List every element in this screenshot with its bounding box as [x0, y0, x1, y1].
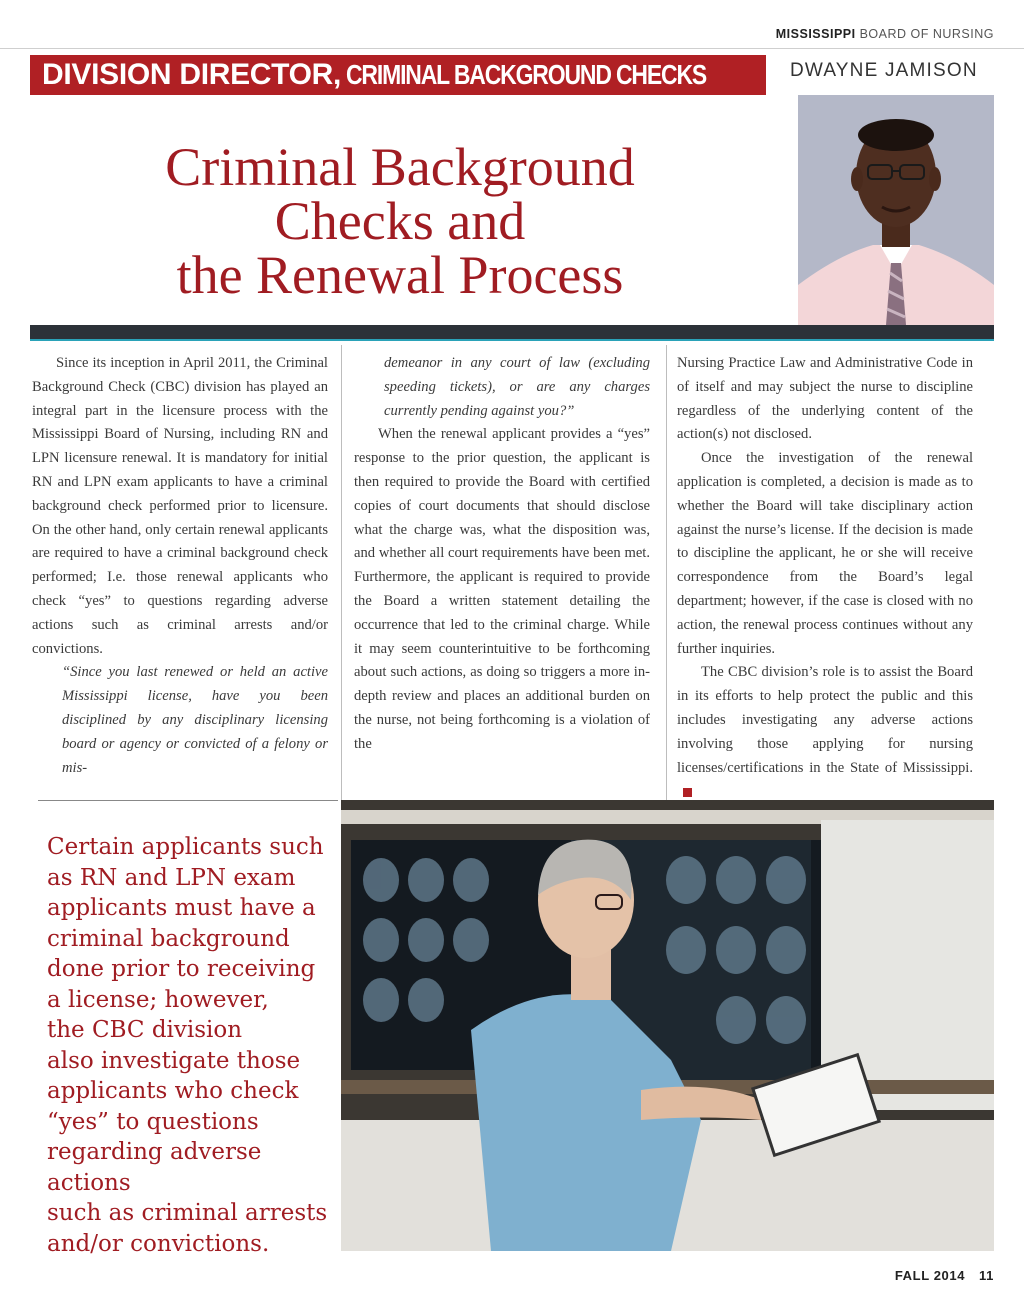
pull-quote-line: “yes” to questions [47, 1108, 259, 1135]
pull-quote [47, 832, 332, 1259]
pull-quote-line: criminal background [47, 925, 290, 952]
pull-quote-line: as RN and LPN exam [47, 864, 296, 891]
doctor-photo [341, 800, 994, 1251]
article-column-2 [354, 352, 650, 757]
section-title-sub: CRIMINAL BACKGROUND CHECKS [345, 59, 706, 90]
issue-label: FALL 2014 [894, 1268, 966, 1283]
article-paragraph-text: The CBC division’s role is to assist the Board in its efforts to help protect the public and this includes investigating any adverse actions involving those applying for nursing licenses/certifications in the State of Mississippi. [677, 664, 973, 776]
divider-band [30, 325, 994, 339]
end-mark-icon [683, 788, 692, 797]
pull-quote-line: Certain applicants such [47, 834, 324, 860]
article-column-3 [677, 352, 973, 804]
article-paragraph [677, 661, 973, 804]
section-banner [30, 55, 766, 95]
article-title [100, 137, 700, 305]
article-title-line: Checks and [274, 191, 526, 251]
article-quote: demeanor in any court of law (excluding speeding tickets), or are any charges currently pending against you?” [384, 355, 650, 419]
page-number: 11 [979, 1268, 994, 1283]
article-paragraph: Since its inception in April 2011, the Criminal Background Check (CBC) division has played an integral part in the licensure process with the Mississippi Board of Nursing, including RN and LPN licensure renewal. It is mandatory for initial RN and LPN exam applicants to have a criminal background check performed prior to licensure. On the other hand, only certain renewal applicants are required to have a criminal background check performed; I.e. those renewal applicants who check “yes” to questions regarding adverse actions such as criminal arrests and/or convictions. [32, 355, 328, 657]
pull-quote-line: such as criminal arrests [47, 1200, 328, 1226]
article-paragraph: When the renewal applicant provides a “yes” response to the prior question, the applicant is then required to provide the Board with certified copies of court documents that should disclose what the charge was, what the disposition was, and whether all court requirements have been met. Furthermore, the applicant is required to provide the Board a written statement detailing the occurrence that led to the criminal charge. While it may seem counterintuitive to be forthcoming about such actions, as doing so triggers a more in-depth review and places an additional burden on the nurse, not being forthcoming is a violation of the [354, 426, 650, 752]
article-column-1 [32, 352, 328, 780]
pull-quote-line: the CBC division [47, 1017, 243, 1043]
column-rule [666, 345, 667, 800]
pull-quote-line: also investigate those [47, 1047, 301, 1074]
photo-illustration [341, 800, 994, 1251]
section-title-main: DIVISION DIRECTOR, [42, 58, 342, 91]
column-rule [341, 345, 342, 800]
article-title-line: Criminal Background [165, 137, 635, 197]
pull-quote-line: a license; however, [47, 986, 269, 1013]
pull-quote-line: applicants who check [47, 1078, 299, 1104]
pull-quote-line: applicants must have a [47, 895, 316, 921]
pull-quote-line: done prior to receiving [47, 956, 316, 982]
pull-quote-line: regarding adverse actions [47, 1139, 262, 1196]
pull-quote-line: and/or convictions. [47, 1230, 270, 1257]
section-rule [38, 800, 338, 801]
author-portrait [798, 95, 994, 325]
publication-header [776, 27, 994, 41]
publication-org-rest: BOARD OF NURSING [859, 27, 994, 41]
article-title-line: the Renewal Process [176, 245, 624, 305]
portrait-illustration [798, 95, 994, 325]
article-quote: “Since you last renewed or held an active Mississippi license, have you been disciplined by any disciplinary licensing board or agency or convicted of a felony or mis- [62, 664, 328, 776]
author-name: DWAYNE JAMISON [790, 60, 978, 81]
article-paragraph: Nursing Practice Law and Administrative Code in of itself and may subject the nurse to discipline regardless of the underlying content of the action(s) not disclosed. [677, 355, 973, 443]
top-rule [0, 48, 1024, 49]
publication-org-bold: MISSISSIPPI [775, 27, 856, 41]
article-paragraph: Once the investigation of the renewal application is completed, a decision is made as to whether the Board will take disciplinary action against the nurse’s license. If the decision is made to discipline the applicant, he or she will receive correspondence from the Board’s legal department; however, if the case is closed with no action, the renewal process continues without any further inquiries. [677, 450, 973, 657]
page-footer [895, 1268, 994, 1283]
